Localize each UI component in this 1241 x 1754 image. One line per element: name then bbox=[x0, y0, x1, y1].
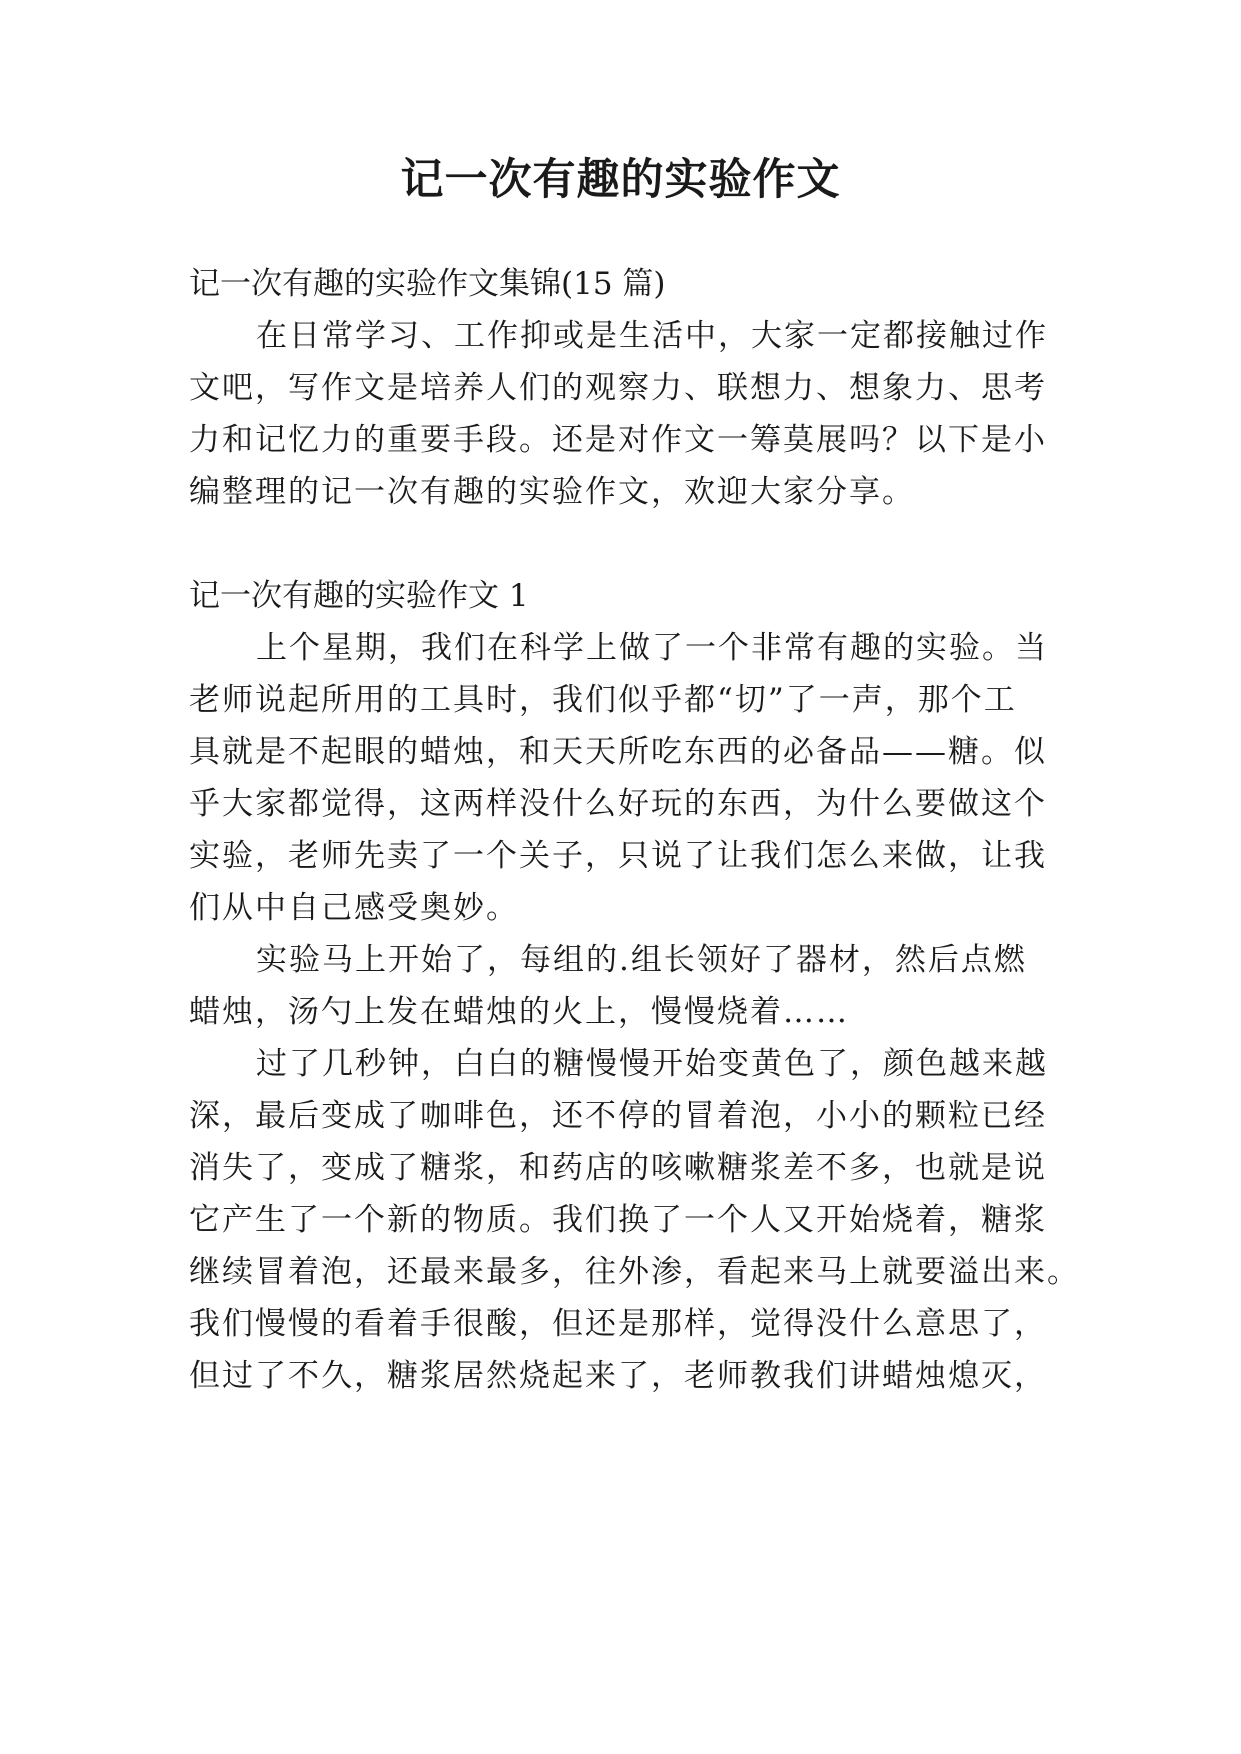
intro-line: 编整理的记一次有趣的实验作文，欢迎大家分享。 bbox=[189, 474, 915, 510]
page-title: 记一次有趣的实验作文 bbox=[400, 155, 841, 205]
section-heading: 记一次有趣的实验作文 1 bbox=[189, 578, 529, 614]
paragraph-line: 上个星期，我们在科学上做了一个非常有趣的实验。当 bbox=[256, 630, 1048, 666]
paragraph-line: 乎大家都觉得，这两样没什么好玩的东西，为什么要做这个 bbox=[189, 786, 1047, 822]
paragraph-line: 蜡烛，汤勺上发在蜡烛的火上，慢慢烧着…… bbox=[189, 994, 849, 1030]
paragraph-line: 具就是不起眼的蜡烛，和天天所吃东西的必备品——糖。似 bbox=[189, 734, 1047, 770]
paragraph-line: 们从中自己感受奥妙。 bbox=[189, 890, 519, 926]
paragraph-line: 我们慢慢的看着手很酸，但还是那样，觉得没什么意思了， bbox=[189, 1306, 1047, 1342]
paragraph-line: 消失了，变成了糖浆，和药店的咳嗽糖浆差不多，也就是说 bbox=[189, 1150, 1047, 1186]
paragraph-line: 继续冒着泡，还最来最多，往外渗，看起来马上就要溢出来。 bbox=[189, 1254, 1080, 1290]
intro-line: 力和记忆力的重要手段。还是对作文一筹莫展吗？以下是小 bbox=[189, 422, 1047, 458]
paragraph-line: 深，最后变成了咖啡色，还不停的冒着泡，小小的颗粒已经 bbox=[189, 1098, 1047, 1134]
intro-line: 在日常学习、工作抑或是生活中，大家一定都接触过作 bbox=[256, 318, 1048, 354]
paragraph-line: 但过了不久，糖浆居然烧起来了，老师教我们讲蜡烛熄灭， bbox=[189, 1358, 1047, 1394]
paragraph-line: 过了几秒钟，白白的糖慢慢开始变黄色了，颜色越来越 bbox=[256, 1046, 1048, 1082]
paragraph-line: 实验，老师先卖了一个关子，只说了让我们怎么来做，让我 bbox=[189, 838, 1047, 874]
paragraph-line: 实验马上开始了，每组的.组长领好了器材，然后点燃 bbox=[256, 942, 1027, 978]
paragraph-line: 老师说起所用的工具时，我们似乎都“切”了一声，那个工 bbox=[189, 682, 1017, 718]
collection-subtitle: 记一次有趣的实验作文集锦(15 篇) bbox=[189, 266, 666, 302]
paragraph-line: 它产生了一个新的物质。我们换了一个人又开始烧着，糖浆 bbox=[189, 1202, 1047, 1238]
intro-line: 文吧，写作文是培养人们的观察力、联想力、想象力、思考 bbox=[189, 370, 1047, 406]
